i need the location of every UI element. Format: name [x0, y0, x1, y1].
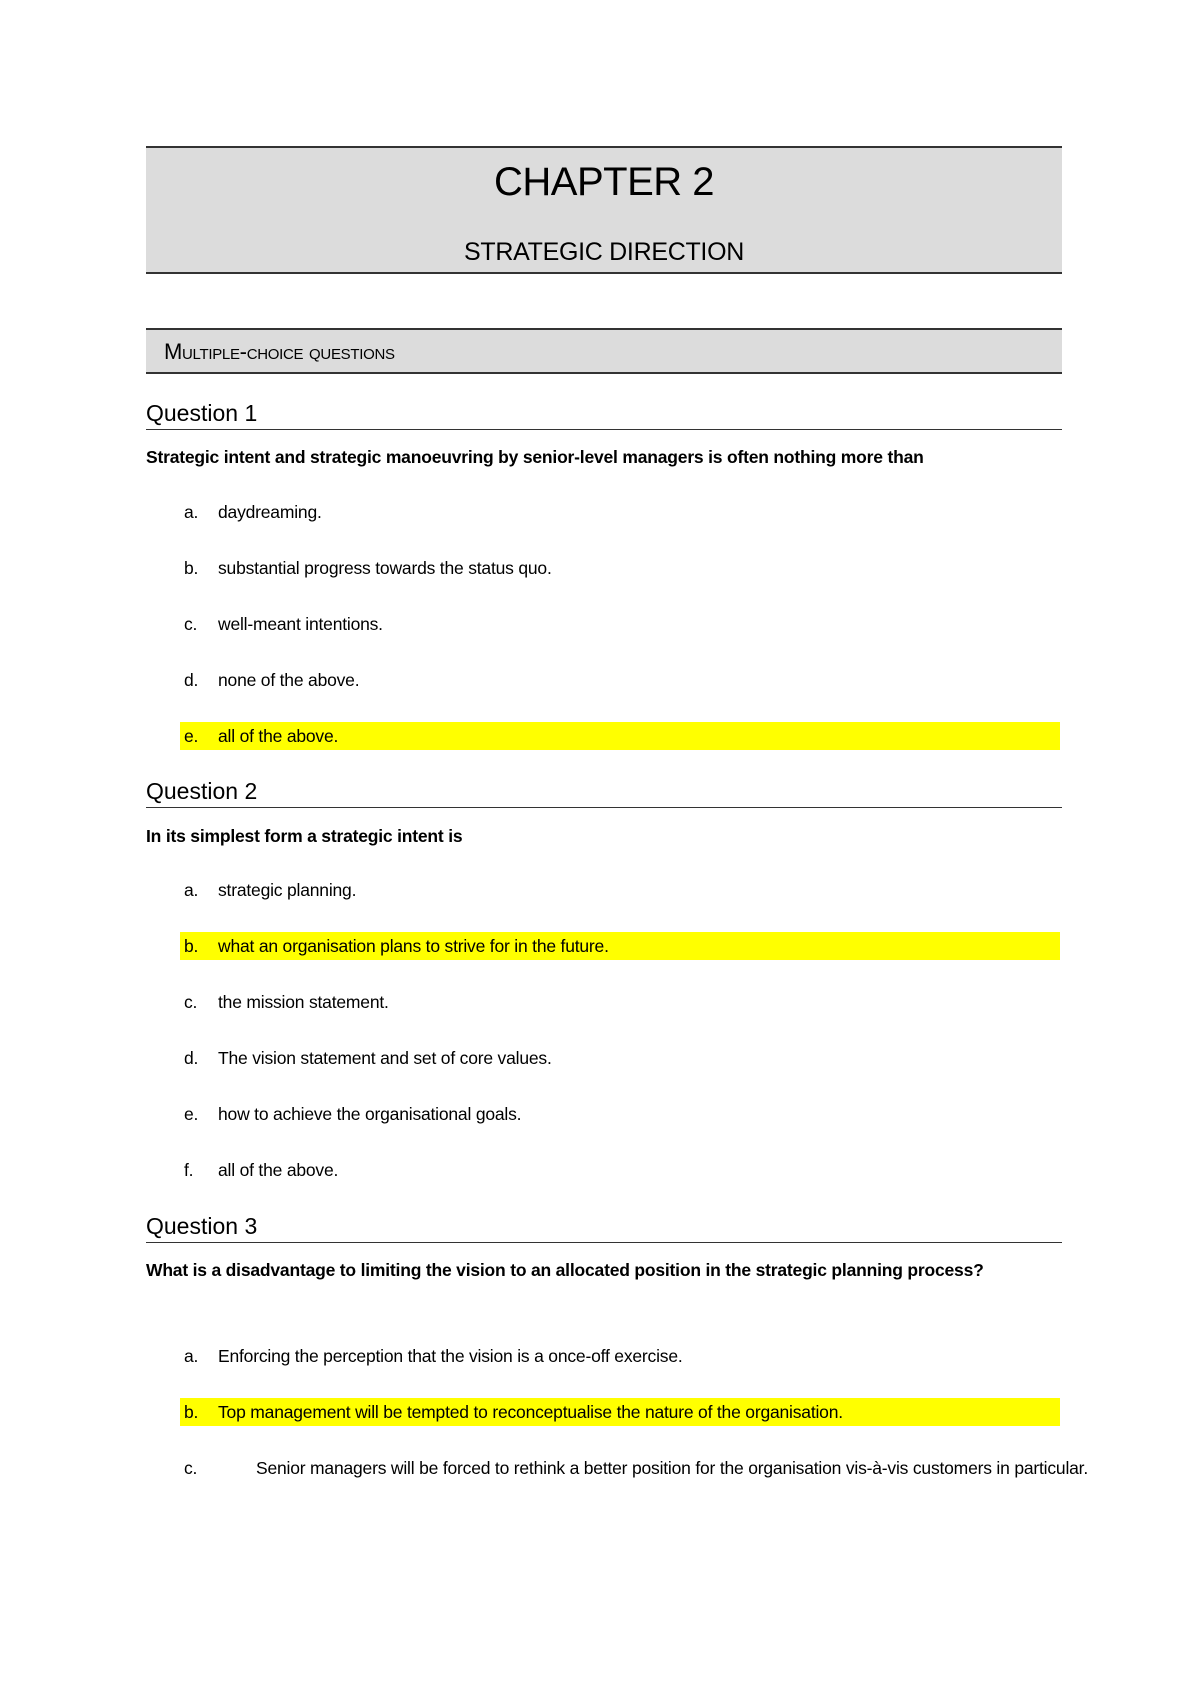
- option-letter: a.: [184, 880, 199, 900]
- option-letter: b.: [184, 936, 199, 956]
- option-letter: d.: [184, 1048, 199, 1068]
- option-letter: c.: [184, 992, 198, 1012]
- option-letter: a.: [184, 1346, 199, 1366]
- option-text: The vision statement and set of core values.: [218, 1048, 552, 1068]
- answer-option-highlighted: [180, 1398, 1060, 1426]
- question-stem: Strategic intent and strategic manoeuvring by senior-level managers is often nothing more than: [146, 447, 924, 467]
- question-stem: In its simplest form a strategic intent is: [146, 826, 463, 846]
- option-text: none of the above.: [218, 670, 360, 690]
- option-letter: a.: [184, 502, 199, 522]
- option-letter: e.: [184, 726, 199, 746]
- option-text: the mission statement.: [218, 992, 389, 1012]
- option-letter: e.: [184, 1104, 199, 1124]
- option-text: how to achieve the organisational goals.: [218, 1104, 522, 1124]
- answer-option: [180, 1100, 1060, 1128]
- option-letter: c.: [184, 1458, 198, 1478]
- option-letter: f.: [184, 1160, 194, 1180]
- answer-option: [180, 1342, 1060, 1370]
- option-text: well-meant intentions.: [218, 614, 383, 634]
- option-letter: c.: [184, 614, 198, 634]
- question-heading: Question 3: [146, 1213, 1062, 1243]
- answer-option: [180, 666, 1060, 694]
- answer-option-highlighted: [180, 722, 1060, 750]
- option-text: all of the above.: [218, 726, 339, 746]
- option-text: strategic planning.: [218, 880, 357, 900]
- section-header-box: [146, 328, 1062, 374]
- answer-option: [180, 554, 1060, 582]
- option-text: Top management will be tempted to reconceptualise the nature of the organisation.: [218, 1402, 843, 1422]
- option-text: Senior managers will be forced to rethink a better position for the organisation vis-à-vis customers in particular.: [256, 1458, 1088, 1478]
- option-letter: b.: [184, 558, 199, 578]
- option-text: Enforcing the perception that the vision is a once-off exercise.: [218, 1346, 683, 1366]
- question-heading: Question 1: [146, 400, 1062, 430]
- answer-option: [180, 988, 1060, 1016]
- option-text: substantial progress towards the status quo.: [218, 558, 552, 578]
- answer-option-highlighted: [180, 932, 1060, 960]
- option-letter: b.: [184, 1402, 199, 1422]
- answer-option: [180, 1156, 1060, 1184]
- chapter-header-box: [146, 146, 1062, 274]
- chapter-subtitle: STRATEGIC DIRECTION: [464, 238, 744, 266]
- option-text: all of the above.: [218, 1160, 339, 1180]
- question-stem: What is a disadvantage to limiting the vision to an allocated position in the strategic planning process?: [146, 1260, 984, 1280]
- answer-option: [180, 498, 1060, 526]
- answer-option: [180, 610, 1060, 638]
- option-letter: d.: [184, 670, 199, 690]
- section-title: Multiple-choice questions: [164, 339, 395, 364]
- option-text: what an organisation plans to strive for in the future.: [218, 936, 609, 956]
- chapter-title: CHAPTER 2: [494, 160, 714, 204]
- question-heading: Question 2: [146, 778, 1062, 808]
- option-text: daydreaming.: [218, 502, 322, 522]
- answer-option: [180, 1453, 1088, 1484]
- answer-option: [180, 1044, 1060, 1072]
- answer-option: [180, 876, 1060, 904]
